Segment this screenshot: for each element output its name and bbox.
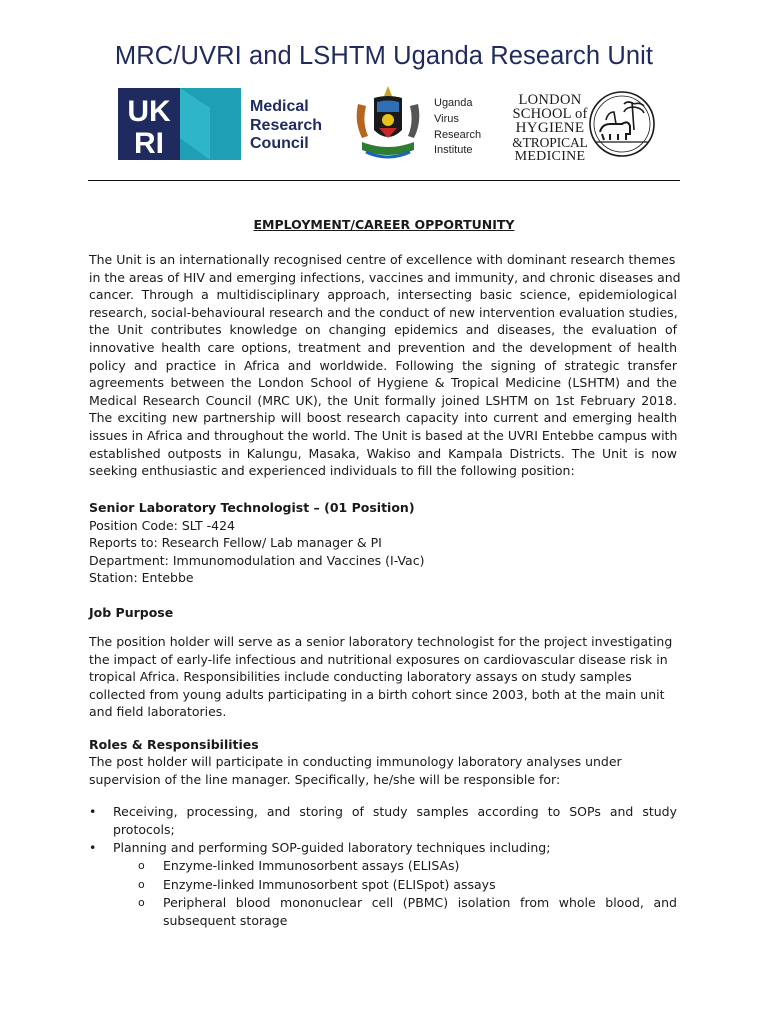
- sub-bullet-marker: o: [138, 896, 145, 909]
- job-purpose-line: The position holder will serve as a senior laboratory technologist for the project investigating: [89, 634, 673, 649]
- intro-line: Medical Research Council (MRC UK), the Unit formally joined LSHTM on 1st February 2018.: [89, 392, 677, 408]
- intro-line: cancer. Through a multidisciplinary approach, intersecting basic science, epidemiological: [89, 287, 677, 303]
- lshtm-name: [511, 93, 589, 164]
- position-station: Station: Entebbe: [89, 570, 194, 586]
- header-divider: [88, 180, 680, 181]
- roles-heading: Roles & Responsibilities: [89, 737, 259, 752]
- unit-title: MRC/UVRI and LSHTM Uganda Research Unit: [114, 42, 654, 70]
- roles-intro-line: The post holder will participate in conducting immunology laboratory analyses under: [89, 754, 622, 769]
- intro-line: The Unit is an internationally recognised centre of excellence with dominant research themes: [89, 252, 676, 267]
- intro-line: established outposts in Kalungu, Masaka, Wakiso and Kampala Districts. The Unit is now: [89, 445, 677, 461]
- uvri-name-line: Virus: [434, 112, 459, 125]
- lshtm-name-line: MEDICINE: [514, 149, 586, 164]
- intro-line: research, social-behavioural research and the conduct of new intervention evaluation studies,: [89, 304, 678, 320]
- job-purpose-heading: Job Purpose: [89, 605, 174, 620]
- job-purpose-line: collected from young adults participating in a birth cohort since 2003, both at the main unit: [89, 686, 665, 702]
- job-purpose-line: tropical Africa. Responsibilities include conducting laboratory assays on study samples: [89, 669, 632, 685]
- job-purpose-line: the impact of early-life infectious and nutritional exposures on cardiovascular disease risk in: [89, 651, 668, 667]
- sub-list-item-line: subsequent storage: [163, 912, 288, 928]
- mrc-name-line: Research: [250, 116, 323, 134]
- sub-list-item-line: Peripheral blood mononuclear cell (PBMC) isolation from whole blood, and: [163, 895, 677, 910]
- lshtm-seal-icon: [588, 90, 656, 158]
- mrc-name: [250, 98, 322, 154]
- intro-line: issues in Africa and throughout the world. The Unit is based at the UVRI Entebbe campus with: [89, 427, 678, 443]
- intro-line: the Unit contributes knowledge on changing epidemics and diseases, the evaluation of: [89, 322, 677, 338]
- sub-list-item-line: Enzyme-linked Immunosorbent spot (ELISpot) assays: [163, 877, 496, 892]
- ukri-logo-text-bottom: RI: [134, 127, 164, 160]
- intro-line: policy and practice in Africa and worldwide. Following the signing of strategic transfer: [89, 357, 677, 373]
- lshtm-name-line: HYGIENE: [515, 120, 585, 136]
- sub-list-item-line: Enzyme-linked Immunosorbent assays (ELISAs): [163, 858, 460, 873]
- ukri-logo-text-top: UK: [127, 95, 171, 128]
- uvri-name: [434, 96, 481, 159]
- bullet-marker: •: [89, 804, 97, 819]
- mrc-name-line: Council: [250, 135, 309, 152]
- intro-line: innovative health care options, treatment and prevention and the development of health: [89, 339, 677, 355]
- page-heading: EMPLOYMENT/CAREER OPPORTUNITY: [253, 217, 515, 232]
- intro-paragraph: [89, 251, 681, 480]
- sub-bullet-marker: o: [138, 878, 145, 891]
- uganda-coat-of-arms-icon: [348, 82, 428, 164]
- roles-intro: [89, 753, 677, 788]
- intro-line: The exciting new partnership will boost research capacity into current and emerging health: [89, 410, 677, 426]
- job-purpose-line: and field laboratories.: [89, 704, 227, 720]
- intro-line: agreements between the London School of Hygiene & Tropical Medicine (LSHTM) and the: [89, 375, 677, 391]
- uvri-name-line: Uganda: [434, 97, 473, 109]
- position-department: Department: Immunomodulation and Vaccines (I-Vac): [89, 552, 425, 568]
- position-code: Position Code: SLT -424: [89, 517, 235, 533]
- position-title: Senior Laboratory Technologist – (01 Position): [89, 500, 415, 515]
- mrc-name-line: Medical: [250, 98, 309, 115]
- ukri-logo: [118, 88, 241, 160]
- lshtm-name-line: &TROPICAL: [512, 135, 588, 150]
- sub-bullet-marker: o: [138, 859, 145, 872]
- list-item-line: Receiving, processing, and storing of study samples according to SOPs and study: [113, 804, 677, 819]
- roles-intro-line: supervision of the line manager. Specifically, he/she will be responsible for:: [89, 771, 561, 787]
- intro-line: in the areas of HIV and emerging infections, vaccines and immunity, and chronic diseases and: [89, 269, 681, 285]
- lshtm-name-line: LONDON: [518, 92, 582, 108]
- bullet-marker: •: [89, 840, 97, 855]
- position-reports-to: Reports to: Research Fellow/ Lab manager & PI: [89, 535, 382, 551]
- intro-line: seeking enthusiastic and experienced individuals to fill the following position:: [89, 463, 575, 479]
- lshtm-name-line: SCHOOL of: [512, 106, 588, 122]
- uvri-name-line: Research: [434, 128, 482, 141]
- job-purpose-paragraph: [89, 633, 677, 721]
- uvri-name-line: Institute: [434, 144, 473, 157]
- position-details: [89, 499, 677, 587]
- list-item-line: protocols;: [113, 821, 175, 837]
- list-item-line: Planning and performing SOP-guided laboratory techniques including;: [113, 840, 551, 855]
